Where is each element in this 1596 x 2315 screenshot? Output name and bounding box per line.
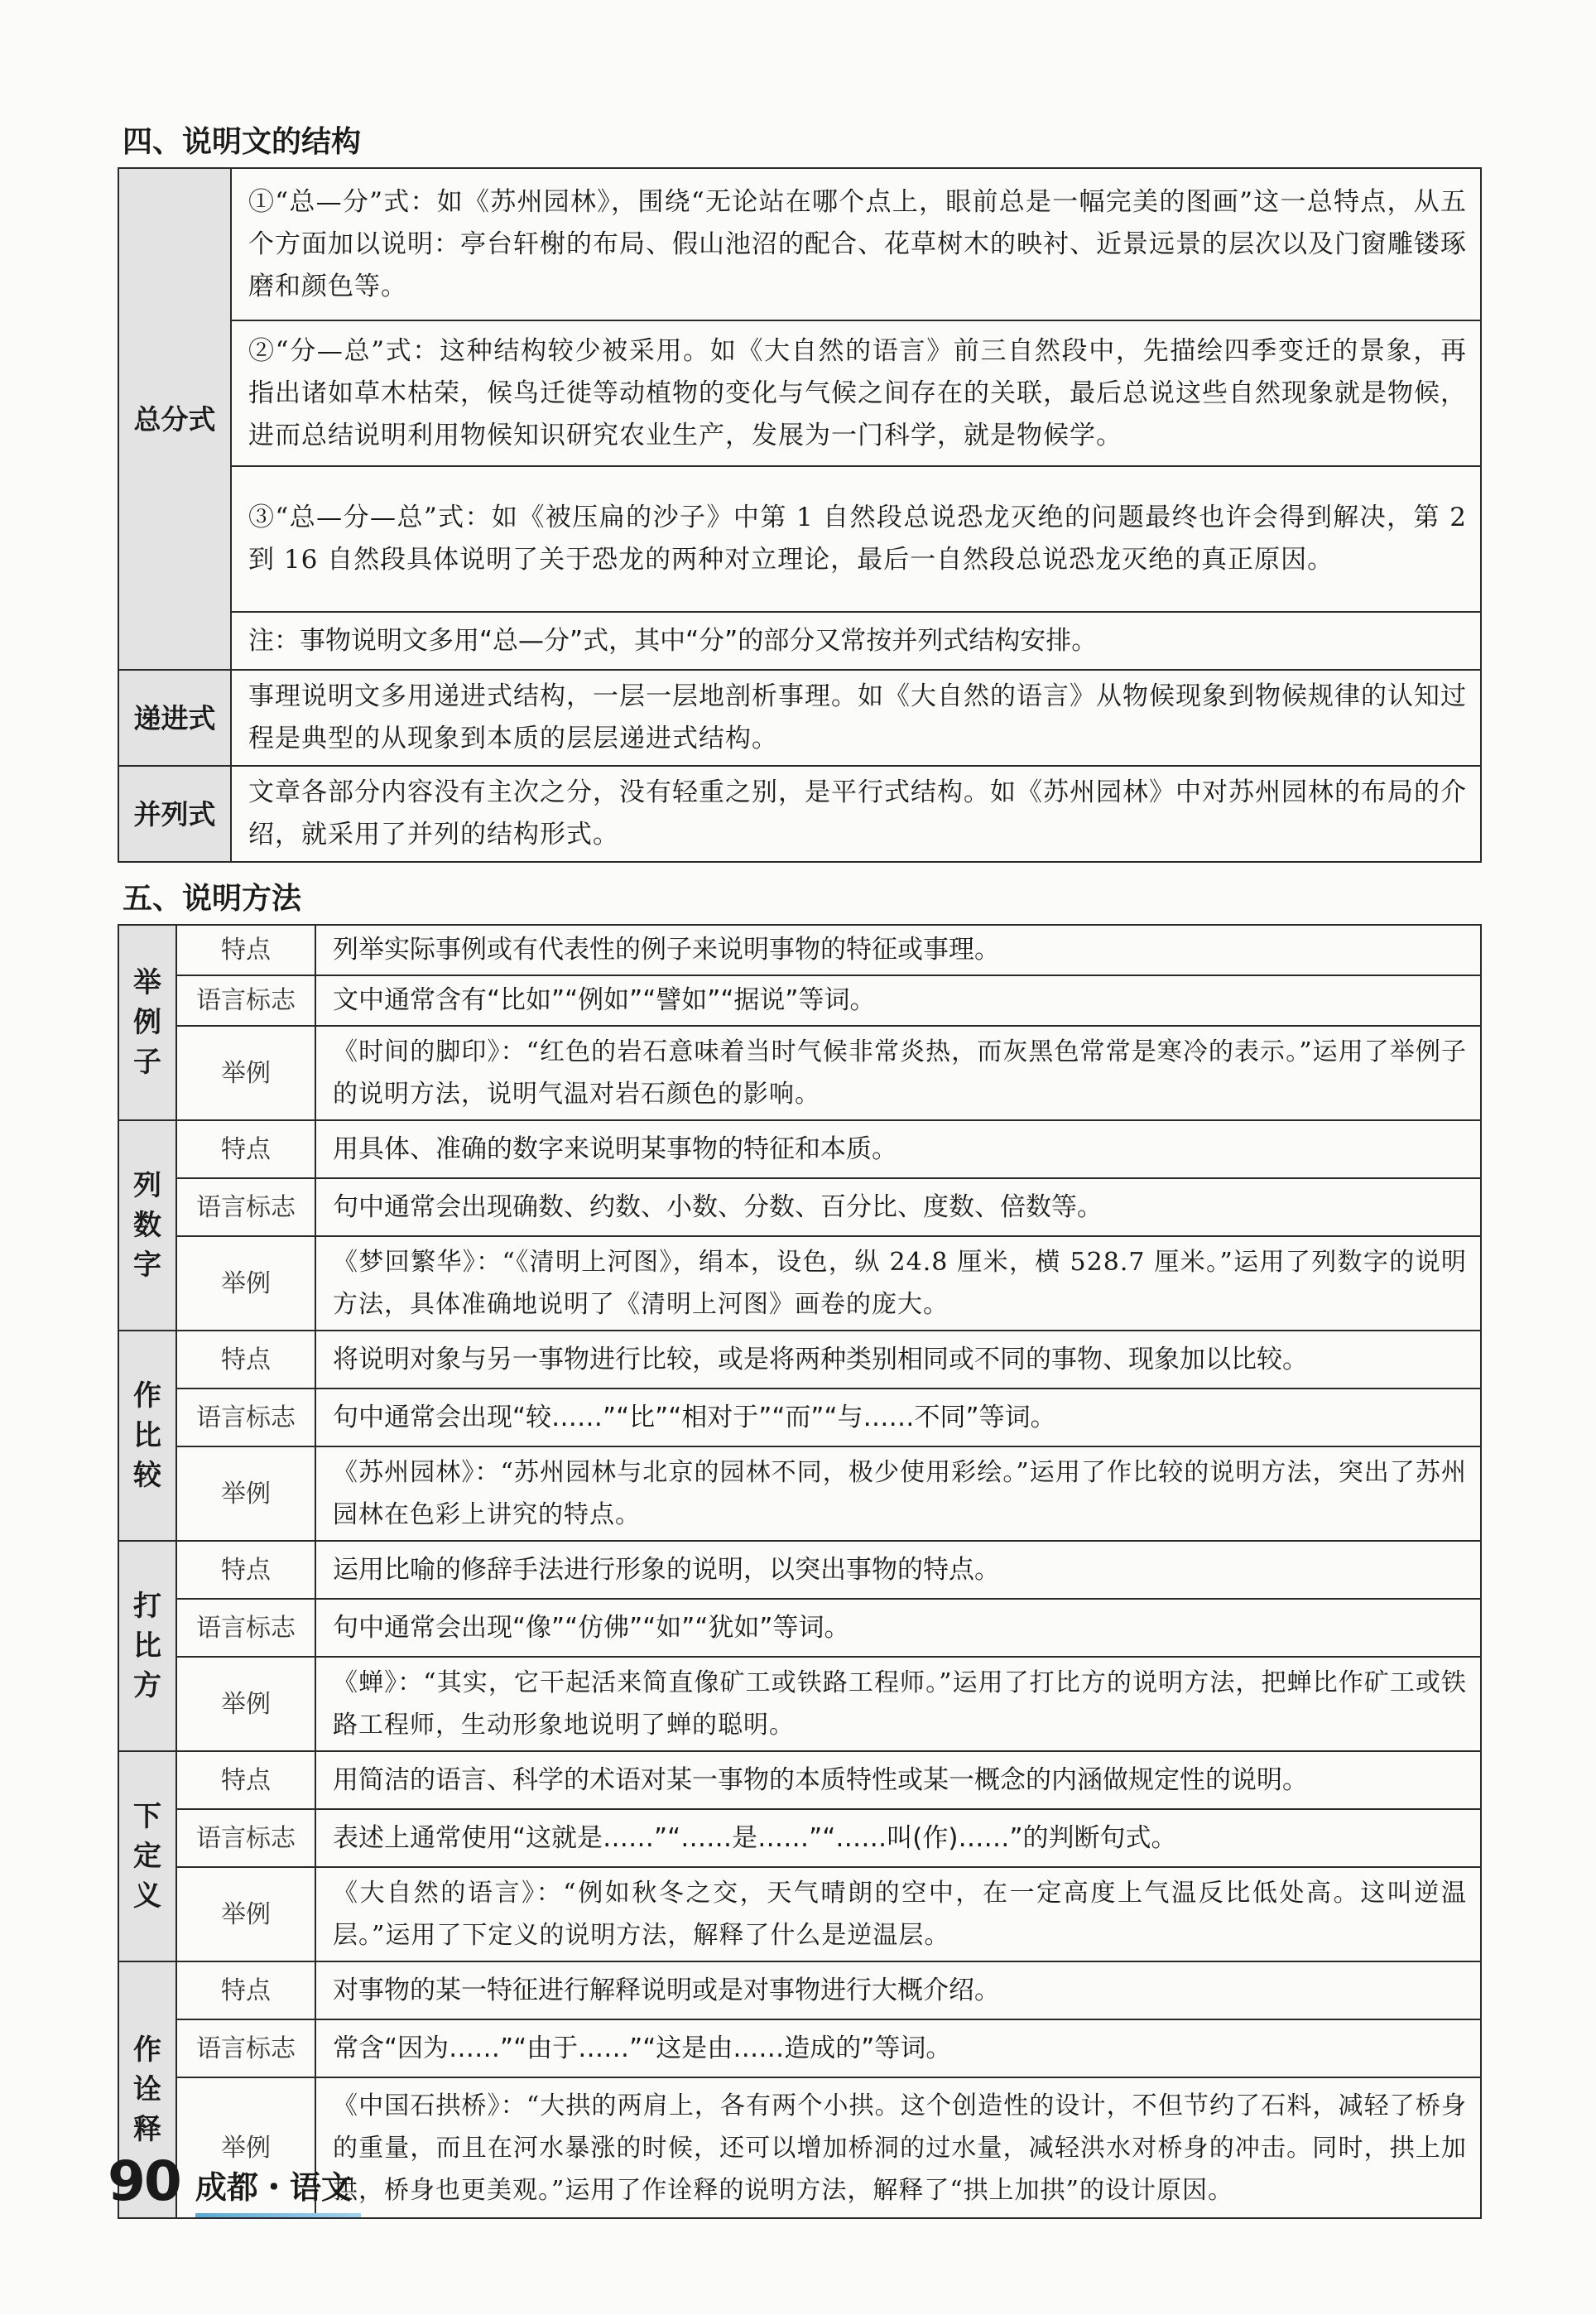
method-example: 《时间的脚印》：“红色的岩石意味着当时气候非常炎热，而灰黑色常常是寒冷的表示。”运用了举例子的说明方法，说明气温对岩石颜色的影响。 (315, 1026, 1481, 1120)
page-content (118, 124, 1482, 2219)
method-name-julizi: 举例子 (118, 925, 176, 1120)
table-row (118, 320, 1481, 466)
marker-label: 语言标志 (176, 1389, 315, 1446)
method-feature: 用具体、准确的数字来说明某事物的特征和本质。 (315, 1120, 1481, 1178)
page-number: 90 (108, 2149, 180, 2213)
table-row (118, 1657, 1481, 1751)
table-row (118, 1236, 1481, 1331)
table-row (118, 670, 1481, 766)
structure-head-zongfen: 总分式 (118, 168, 231, 670)
marker-label: 语言标志 (176, 975, 315, 1026)
example-label: 举例 (176, 1867, 315, 1961)
table-row (118, 2019, 1481, 2077)
section-title-methods: 五、说明方法 (123, 882, 302, 916)
table-row (118, 1331, 1481, 1389)
table-row (118, 1446, 1481, 1541)
example-label: 举例 (176, 2077, 315, 2218)
feature-label: 特点 (176, 1120, 315, 1178)
method-marker: 表述上通常使用“这就是……”“……是……”“……叫(作)……”的判断句式。 (315, 1809, 1481, 1867)
structure-cell: ①“总—分”式：如《苏州园林》，围绕“无论站在哪个点上，眼前总是一幅完美的图画”这一总特点，从五个方面加以说明：亭台轩榭的布局、假山池沼的配合、花草树木的映衬、近景远景的层次以及门窗雕镂琢磨和颜色等。 (231, 168, 1481, 320)
feature-label: 特点 (176, 1331, 315, 1389)
method-name-lieshuzi: 列数字 (118, 1120, 176, 1331)
method-marker: 句中通常会出现“较……”“比”“相对于”“而”“与……不同”等词。 (315, 1389, 1481, 1446)
table-row (118, 1599, 1481, 1657)
table-row (118, 975, 1481, 1026)
section-title-structure: 四、说明文的结构 (123, 125, 362, 159)
method-example: 《中国石拱桥》：“大拱的两肩上，各有两个小拱。这个创造性的设计，不但节约了石料，减轻了桥身的重量，而且在河水暴涨的时候，还可以增加桥洞的过水量，减轻洪水对桥身的冲击。同时，拱上加拱，桥身也更美观。”运用了作诠释的说明方法，解释了“拱上加拱”的设计原因。 (315, 2077, 1481, 2218)
table-row (118, 766, 1481, 862)
structure-cell: 文章各部分内容没有主次之分，没有轻重之别，是平行式结构。如《苏州园林》中对苏州园林的布局的介绍，就采用了并列的结构形式。 (231, 766, 1481, 862)
table-row (118, 612, 1481, 670)
feature-label: 特点 (176, 1541, 315, 1599)
method-feature: 运用比喻的修辞手法进行形象的说明，以突出事物的特点。 (315, 1541, 1481, 1599)
structure-table (118, 167, 1482, 863)
method-example: 《大自然的语言》：“例如秋冬之交，天气晴朗的空中，在一定高度上气温反比低处高。这叫逆温层。”运用了下定义的说明方法，解释了什么是逆温层。 (315, 1867, 1481, 1961)
methods-table (118, 924, 1482, 2219)
method-name-zuobijiao: 作比较 (118, 1331, 176, 1541)
method-feature: 将说明对象与另一事物进行比较，或是将两种类别相同或不同的事物、现象加以比较。 (315, 1331, 1481, 1389)
method-feature: 用简洁的语言、科学的术语对某一事物的本质特性或某一概念的内涵做规定性的说明。 (315, 1751, 1481, 1809)
method-name-zuoquanshi: 作诠释 (118, 1961, 176, 2218)
example-label: 举例 (176, 1026, 315, 1120)
method-marker: 文中通常含有“比如”“例如”“譬如”“据说”等词。 (315, 975, 1481, 1026)
table-row (118, 1961, 1481, 2019)
method-name-xiadingyi: 下定义 (118, 1751, 176, 1961)
structure-head-binglie: 并列式 (118, 766, 231, 862)
example-label: 举例 (176, 1446, 315, 1541)
table-row (118, 1026, 1481, 1120)
structure-cell: ③“总—分—总”式：如《被压扁的沙子》中第 1 自然段总说恐龙灭绝的问题最终也许会得到解决，第 2 到 16 自然段具体说明了关于恐龙的两种对立理论，最后一自然段总说恐龙灭绝的真正原因。 (231, 466, 1481, 612)
table-row (118, 1867, 1481, 1961)
table-row (118, 1751, 1481, 1809)
method-marker: 常含“因为……”“由于……”“这是由……造成的”等词。 (315, 2019, 1481, 2077)
table-row (118, 168, 1481, 320)
structure-cell: 事理说明文多用递进式结构，一层一层地剖析事理。如《大自然的语言》从物候现象到物候规律的认知过程是典型的从现象到本质的层层递进式结构。 (231, 670, 1481, 766)
table-row (118, 1541, 1481, 1599)
feature-label: 特点 (176, 1751, 315, 1809)
method-example: 《蝉》：“其实，它干起活来简直像矿工或铁路工程师。”运用了打比方的说明方法，把蝉比作矿工或铁路工程师，生动形象地说明了蝉的聪明。 (315, 1657, 1481, 1751)
feature-label: 特点 (176, 1961, 315, 2019)
table-row (118, 1389, 1481, 1446)
table-row (118, 1178, 1481, 1236)
table-row (118, 1120, 1481, 1178)
method-name-dabifang: 打比方 (118, 1541, 176, 1751)
structure-head-dijin: 递进式 (118, 670, 231, 766)
method-feature: 列举实际事例或有代表性的例子来说明事物的特征或事理。 (315, 925, 1481, 975)
page-footer (108, 2149, 353, 2213)
marker-label: 语言标志 (176, 1178, 315, 1236)
book-title: 成都・语文 (195, 2164, 353, 2211)
structure-note: 注：事物说明文多用“总—分”式，其中“分”的部分又常按并列式结构安排。 (231, 612, 1481, 670)
method-feature: 对事物的某一特征进行解释说明或是对事物进行大概介绍。 (315, 1961, 1481, 2019)
table-row (118, 466, 1481, 612)
marker-label: 语言标志 (176, 1809, 315, 1867)
marker-label: 语言标志 (176, 2019, 315, 2077)
feature-label: 特点 (176, 925, 315, 975)
method-example: 《苏州园林》：“苏州园林与北京的园林不同，极少使用彩绘。”运用了作比较的说明方法，突出了苏州园林在色彩上讲究的特点。 (315, 1446, 1481, 1541)
table-row (118, 925, 1481, 975)
marker-label: 语言标志 (176, 1599, 315, 1657)
method-marker: 句中通常会出现确数、约数、小数、分数、百分比、度数、倍数等。 (315, 1178, 1481, 1236)
example-label: 举例 (176, 1236, 315, 1331)
table-row (118, 1809, 1481, 1867)
method-marker: 句中通常会出现“像”“仿佛”“如”“犹如”等词。 (315, 1599, 1481, 1657)
structure-cell: ②“分—总”式：这种结构较少被采用。如《大自然的语言》前三自然段中，先描绘四季变迁的景象，再指出诸如草木枯荣，候鸟迁徙等动植物的变化与气候之间存在的关联，最后总说这些自然现象就是物候，进而总结说明利用物候知识研究农业生产，发展为一门科学，就是物候学。 (231, 320, 1481, 466)
method-example: 《梦回繁华》：“《清明上河图》，绢本，设色，纵 24.8 厘米，横 528.7 厘米。”运用了列数字的说明方法，具体准确地说明了《清明上河图》画卷的庞大。 (315, 1236, 1481, 1331)
example-label: 举例 (176, 1657, 315, 1751)
